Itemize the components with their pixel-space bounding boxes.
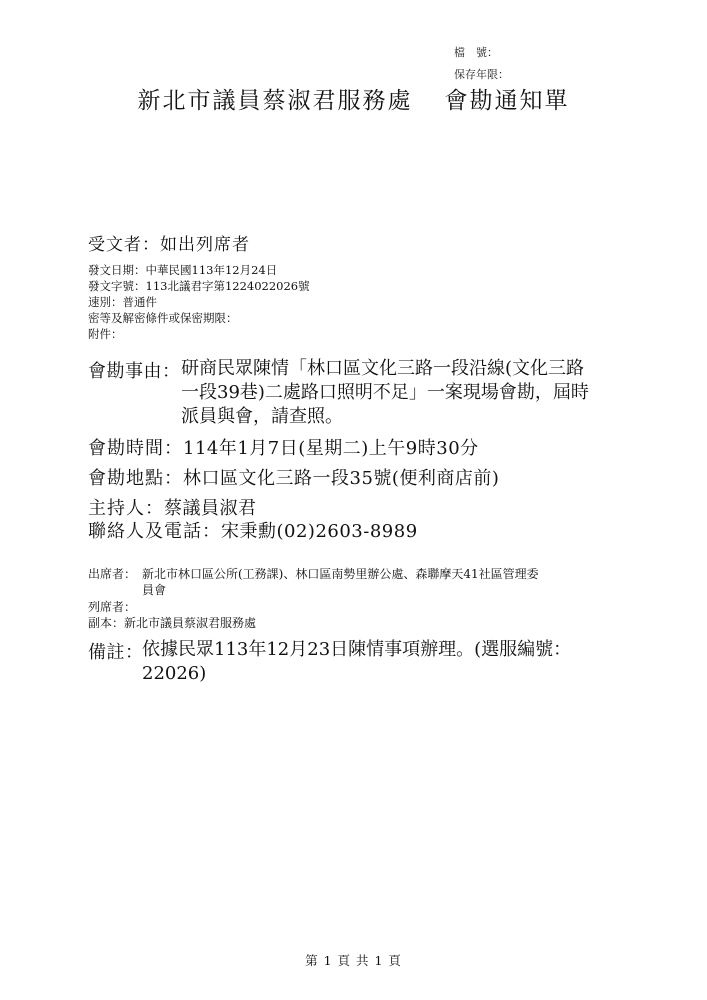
- retention-period-label: 保存年限：: [454, 68, 509, 81]
- recipient-label: 受文者：: [88, 235, 160, 255]
- issue-number: 發文字號：113北議君字第1224022026號: [88, 279, 310, 293]
- inspection-place: [88, 464, 499, 490]
- observers-label: 列席者：: [88, 600, 137, 614]
- copy-label: 副本：: [88, 616, 125, 630]
- recipient-value: 如出列席者: [160, 235, 250, 255]
- remark-line-2: 22026): [142, 663, 207, 684]
- attendees-label: 出席者：: [88, 567, 137, 581]
- time-label: 會勘時間：: [88, 438, 183, 459]
- delivery-speed: 速別：普通件: [88, 295, 157, 309]
- attendees-line-2: 員會: [142, 583, 167, 597]
- host-label: 主持人：: [88, 498, 164, 519]
- page-number: 第 1 頁 共 1 頁: [305, 953, 402, 968]
- place-label: 會勘地點：: [88, 468, 183, 489]
- subject-line-1: 研商民眾陳情「林口區文化三路一段沿線(文化三路: [181, 358, 585, 379]
- subject-line-3: 派員與會，請查照。: [181, 406, 343, 427]
- remark-label: 備註：: [88, 642, 144, 663]
- time-value: 114年1月7日(星期二)上午9時30分: [183, 438, 479, 459]
- inspection-time: [88, 434, 479, 460]
- contact-label: 聯絡人及電話：: [88, 521, 221, 542]
- copy-value: 新北市議員蔡淑君服務處: [124, 616, 257, 630]
- attachment-label: 附件：: [88, 327, 123, 341]
- contact-value: 宋秉勳(02)2603-8989: [221, 521, 418, 542]
- confidentiality-level: 密等及解密條件或保密期限：: [88, 311, 238, 325]
- contact: [88, 517, 418, 543]
- remark-line-1: 依據民眾113年12月23日陳情事項辦理。(選服編號：: [142, 639, 572, 660]
- host-value: 蔡議員淑君: [164, 498, 257, 519]
- subject-line-2: 一段39巷)二處路口照明不足」一案現場會勘，屆時: [181, 382, 589, 403]
- issue-date: 發文日期：中華民國113年12月24日: [88, 263, 278, 277]
- recipient-line: [88, 230, 250, 255]
- document-type: 會勘通知單: [444, 88, 570, 114]
- file-number-label: 檔 號：: [454, 46, 498, 59]
- office-name: 新北市議員蔡淑君服務處: [137, 88, 413, 114]
- attendees-line-1: 新北市林口區公所(工務課)、林口區南勢里辦公處、森聯摩天41社區管理委: [142, 567, 539, 581]
- subject-label: 會勘事由：: [88, 361, 181, 382]
- place-value: 林口區文化三路一段35號(便利商店前): [183, 468, 500, 489]
- document-title: [0, 82, 707, 115]
- copy-line: [88, 615, 256, 631]
